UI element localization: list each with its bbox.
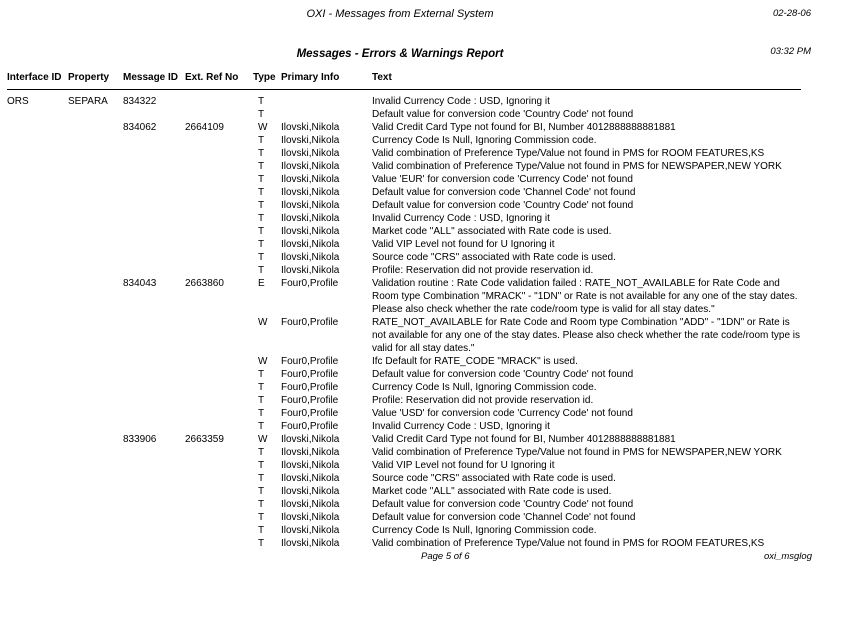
cell-property xyxy=(68,485,123,498)
cell-interface-id xyxy=(7,264,68,277)
cell-text: Invalid Currency Code : USD, Ignoring it xyxy=(372,213,550,224)
table-row xyxy=(7,108,801,121)
table-row xyxy=(7,134,801,147)
cell-message-id xyxy=(123,446,185,459)
cell-interface-id xyxy=(7,381,68,394)
cell-text: Default value for conversion code 'Channel Code' not found xyxy=(372,187,636,198)
cell-type: W xyxy=(258,122,268,133)
cell-type: T xyxy=(258,460,265,471)
cell-text: Currency Code Is Null, Ignoring Commission code. xyxy=(372,525,597,536)
cell-property xyxy=(68,394,123,407)
report-title: OXI - Messages from External System xyxy=(306,8,494,20)
cell-interface-id xyxy=(7,472,68,485)
cell-primary-info: Ilovski,Nikola xyxy=(281,200,340,211)
cell-type: T xyxy=(258,512,265,523)
cell-primary-info: Ilovski,Nikola xyxy=(281,473,340,484)
cell-message-id xyxy=(123,134,185,147)
cell-interface-id xyxy=(7,498,68,511)
cell-interface-id xyxy=(7,407,68,420)
cell-interface-id xyxy=(7,355,68,368)
cell-message-id xyxy=(123,186,185,199)
cell-primary-info: Four0,Profile xyxy=(281,278,339,289)
cell-message-id xyxy=(123,459,185,472)
cell-primary-info: Ilovski,Nikola xyxy=(281,226,340,237)
cell-property xyxy=(68,160,123,173)
cell-type: T xyxy=(258,395,265,406)
cell-property xyxy=(68,368,123,381)
cell-ext-ref-no xyxy=(185,147,253,160)
table-row xyxy=(7,420,801,433)
cell-message-id xyxy=(123,355,185,368)
cell-message-id xyxy=(123,251,185,264)
cell-message-id: 834322 xyxy=(123,96,157,107)
cell-type: T xyxy=(258,473,265,484)
cell-message-id: 834062 xyxy=(123,122,157,133)
cell-message-id xyxy=(123,537,185,550)
cell-message-id xyxy=(123,381,185,394)
column-header-interface-id: Interface ID xyxy=(7,72,68,90)
cell-message-id xyxy=(123,225,185,238)
cell-primary-info: Ilovski,Nikola xyxy=(281,148,340,159)
table-row xyxy=(7,173,801,186)
cell-text: Default value for conversion code 'Country Code' not found xyxy=(372,499,634,510)
column-header-primary-info: Primary Info xyxy=(281,72,372,90)
cell-type: W xyxy=(258,356,268,367)
cell-property xyxy=(68,108,123,121)
cell-property xyxy=(68,251,123,264)
cell-type: T xyxy=(258,369,265,380)
cell-ext-ref-no xyxy=(185,537,253,550)
table-row xyxy=(7,147,801,160)
cell-type: T xyxy=(258,187,265,198)
table-row xyxy=(7,472,801,485)
cell-type: T xyxy=(258,239,265,250)
cell-property xyxy=(68,537,123,550)
table-row xyxy=(7,251,801,264)
cell-type: W xyxy=(258,434,268,445)
cell-property xyxy=(68,134,123,147)
table-row xyxy=(7,199,801,212)
cell-message-id xyxy=(123,212,185,225)
cell-primary-info: Ilovski,Nikola xyxy=(281,174,340,185)
cell-text: Valid VIP Level not found for U Ignoring it xyxy=(372,239,555,250)
cell-text: Validation routine : Rate Code validation failed : RATE_NOT_AVAILABLE for Rate Code and Room type Combination "MRACK" - "1DN" or Rate is not available for any one of the stay dates. Please also check whether the rate code/room type is valid for all stay dates." xyxy=(372,278,798,315)
cell-interface-id xyxy=(7,420,68,433)
cell-primary-info: Ilovski,Nikola xyxy=(281,213,340,224)
cell-type: T xyxy=(258,252,265,263)
table-row xyxy=(7,90,801,109)
footer-page-number: Page 5 of 6 xyxy=(421,551,470,562)
cell-type: T xyxy=(258,213,265,224)
cell-type: T xyxy=(258,265,265,276)
table-row xyxy=(7,264,801,277)
cell-primary-info: Four0,Profile xyxy=(281,356,339,367)
cell-type: T xyxy=(258,135,265,146)
cell-text: Valid combination of Preference Type/Value not found in PMS for NEWSPAPER,NEW YORK xyxy=(372,161,782,172)
cell-message-id xyxy=(123,160,185,173)
cell-ext-ref-no xyxy=(185,420,253,433)
cell-primary-info: Ilovski,Nikola xyxy=(281,161,340,172)
cell-type: T xyxy=(258,226,265,237)
report-date: 02-28-06 xyxy=(772,8,811,19)
cell-type: T xyxy=(258,447,265,458)
cell-message-id xyxy=(123,485,185,498)
cell-message-id xyxy=(123,264,185,277)
table-row xyxy=(7,238,801,251)
cell-property xyxy=(68,225,123,238)
cell-ext-ref-no: 2663860 xyxy=(185,278,224,289)
cell-interface-id xyxy=(7,186,68,199)
table-header-row xyxy=(7,72,801,90)
cell-type: T xyxy=(258,538,265,549)
cell-message-id xyxy=(123,511,185,524)
cell-interface-id xyxy=(7,537,68,550)
cell-interface-id: ORS xyxy=(7,96,29,107)
cell-message-id xyxy=(123,420,185,433)
table-row xyxy=(7,498,801,511)
cell-property xyxy=(68,316,123,355)
cell-interface-id xyxy=(7,394,68,407)
cell-interface-id xyxy=(7,368,68,381)
cell-text: Market code "ALL" associated with Rate code is used. xyxy=(372,226,612,237)
cell-text: Invalid Currency Code : USD, Ignoring it xyxy=(372,421,550,432)
cell-ext-ref-no xyxy=(185,186,253,199)
table-row xyxy=(7,381,801,394)
cell-primary-info: Ilovski,Nikola xyxy=(281,252,340,263)
column-header-message-id: Message ID xyxy=(123,72,185,90)
cell-type: T xyxy=(258,161,265,172)
cell-interface-id xyxy=(7,134,68,147)
cell-message-id xyxy=(123,147,185,160)
cell-ext-ref-no: 2664109 xyxy=(185,122,224,133)
table-row xyxy=(7,212,801,225)
cell-interface-id xyxy=(7,160,68,173)
table-row xyxy=(7,394,801,407)
cell-primary-info: Four0,Profile xyxy=(281,408,339,419)
cell-text: Valid Credit Card Type not found for BI, Number 4012888888881881 xyxy=(372,434,676,445)
cell-message-id: 833906 xyxy=(123,434,157,445)
cell-primary-info: Ilovski,Nikola xyxy=(281,538,340,549)
cell-property xyxy=(68,147,123,160)
cell-interface-id xyxy=(7,511,68,524)
cell-primary-info xyxy=(281,108,372,121)
table-row xyxy=(7,446,801,459)
cell-ext-ref-no xyxy=(185,264,253,277)
cell-text: Valid Credit Card Type not found for BI, Number 4012888888881881 xyxy=(372,122,676,133)
cell-property xyxy=(68,277,123,316)
cell-property xyxy=(68,420,123,433)
cell-ext-ref-no xyxy=(185,199,253,212)
cell-primary-info: Ilovski,Nikola xyxy=(281,525,340,536)
cell-primary-info: Four0,Profile xyxy=(281,395,339,406)
cell-text: Currency Code Is Null, Ignoring Commission code. xyxy=(372,135,597,146)
cell-interface-id xyxy=(7,459,68,472)
cell-ext-ref-no xyxy=(185,459,253,472)
cell-interface-id xyxy=(7,277,68,316)
cell-type: T xyxy=(258,499,265,510)
column-header-ext-ref-no: Ext. Ref No xyxy=(185,72,253,90)
cell-property: SEPARA xyxy=(68,96,108,107)
cell-type: T xyxy=(258,200,265,211)
cell-type: T xyxy=(258,421,265,432)
cell-primary-info xyxy=(281,90,372,109)
table-row xyxy=(7,186,801,199)
cell-ext-ref-no xyxy=(185,394,253,407)
cell-type: T xyxy=(258,408,265,419)
cell-primary-info: Four0,Profile xyxy=(281,317,339,328)
cell-property xyxy=(68,173,123,186)
table-row xyxy=(7,511,801,524)
table-row xyxy=(7,524,801,537)
cell-property xyxy=(68,186,123,199)
table-row xyxy=(7,459,801,472)
cell-text: Valid VIP Level not found for U Ignoring it xyxy=(372,460,555,471)
cell-ext-ref-no: 2663359 xyxy=(185,434,224,445)
cell-ext-ref-no xyxy=(185,90,253,109)
column-header-type: Type xyxy=(253,72,281,90)
cell-interface-id xyxy=(7,225,68,238)
cell-ext-ref-no xyxy=(185,108,253,121)
cell-message-id xyxy=(123,199,185,212)
cell-property xyxy=(68,407,123,420)
table-row xyxy=(7,277,801,316)
cell-ext-ref-no xyxy=(185,498,253,511)
cell-text: Default value for conversion code 'Country Code' not found xyxy=(372,369,634,380)
cell-text: Valid combination of Preference Type/Value not found in PMS for ROOM FEATURES,KS xyxy=(372,148,765,159)
table-body xyxy=(7,90,801,551)
cell-property xyxy=(68,355,123,368)
cell-property xyxy=(68,238,123,251)
cell-property xyxy=(68,472,123,485)
table-row xyxy=(7,368,801,381)
cell-type: T xyxy=(258,174,265,185)
cell-type: T xyxy=(258,525,265,536)
cell-message-id xyxy=(123,108,185,121)
cell-ext-ref-no xyxy=(185,485,253,498)
cell-ext-ref-no xyxy=(185,407,253,420)
cell-interface-id xyxy=(7,251,68,264)
cell-property xyxy=(68,524,123,537)
cell-primary-info: Ilovski,Nikola xyxy=(281,486,340,497)
cell-property xyxy=(68,212,123,225)
cell-ext-ref-no xyxy=(185,381,253,394)
cell-ext-ref-no xyxy=(185,524,253,537)
cell-primary-info: Ilovski,Nikola xyxy=(281,122,340,133)
cell-primary-info: Ilovski,Nikola xyxy=(281,447,340,458)
cell-text: Currency Code Is Null, Ignoring Commission code. xyxy=(372,382,597,393)
cell-ext-ref-no xyxy=(185,355,253,368)
cell-primary-info: Ilovski,Nikola xyxy=(281,135,340,146)
table-row xyxy=(7,316,801,355)
cell-message-id xyxy=(123,238,185,251)
cell-primary-info: Ilovski,Nikola xyxy=(281,265,340,276)
cell-property xyxy=(68,446,123,459)
cell-interface-id xyxy=(7,238,68,251)
messages-table xyxy=(7,72,801,550)
cell-property xyxy=(68,433,123,446)
column-header-text: Text xyxy=(372,72,801,90)
cell-ext-ref-no xyxy=(185,511,253,524)
cell-message-id xyxy=(123,316,185,355)
cell-ext-ref-no xyxy=(185,446,253,459)
cell-text: Value 'USD' for conversion code 'Currency Code' not found xyxy=(372,408,633,419)
cell-text: Ifc Default for RATE_CODE "MRACK" is used. xyxy=(372,356,578,367)
cell-primary-info: Four0,Profile xyxy=(281,421,339,432)
footer-report-id: oxi_msglog xyxy=(763,551,812,562)
cell-message-id: 834043 xyxy=(123,278,157,289)
cell-message-id xyxy=(123,407,185,420)
cell-message-id xyxy=(123,498,185,511)
cell-text: Market code "ALL" associated with Rate code is used. xyxy=(372,486,612,497)
cell-interface-id xyxy=(7,446,68,459)
cell-primary-info: Four0,Profile xyxy=(281,382,339,393)
cell-text: Value 'EUR' for conversion code 'Currency Code' not found xyxy=(372,174,633,185)
cell-primary-info: Ilovski,Nikola xyxy=(281,434,340,445)
cell-message-id xyxy=(123,394,185,407)
cell-ext-ref-no xyxy=(185,160,253,173)
cell-text: Profile: Reservation did not provide reservation id. xyxy=(372,265,594,276)
cell-property xyxy=(68,381,123,394)
cell-property xyxy=(68,121,123,134)
cell-text: Valid combination of Preference Type/Value not found in PMS for NEWSPAPER,NEW YORK xyxy=(372,447,782,458)
cell-text: Source code "CRS" associated with Rate code is used. xyxy=(372,252,616,263)
table-row xyxy=(7,355,801,368)
cell-interface-id xyxy=(7,199,68,212)
table-row xyxy=(7,407,801,420)
cell-type: T xyxy=(258,148,265,159)
table-row xyxy=(7,485,801,498)
cell-ext-ref-no xyxy=(185,472,253,485)
cell-type: T xyxy=(258,109,265,120)
cell-ext-ref-no xyxy=(185,251,253,264)
cell-ext-ref-no xyxy=(185,225,253,238)
cell-primary-info: Ilovski,Nikola xyxy=(281,460,340,471)
cell-type: W xyxy=(258,317,268,328)
cell-text: Default value for conversion code 'Channel Code' not found xyxy=(372,512,636,523)
cell-interface-id xyxy=(7,485,68,498)
cell-interface-id xyxy=(7,316,68,355)
cell-interface-id xyxy=(7,433,68,446)
cell-primary-info: Ilovski,Nikola xyxy=(281,239,340,250)
cell-interface-id xyxy=(7,121,68,134)
table-row xyxy=(7,160,801,173)
cell-interface-id xyxy=(7,212,68,225)
column-header-property: Property xyxy=(68,72,123,90)
cell-interface-id xyxy=(7,173,68,186)
cell-type: E xyxy=(258,278,265,289)
table-row xyxy=(7,537,801,550)
cell-ext-ref-no xyxy=(185,316,253,355)
table-row xyxy=(7,225,801,238)
cell-message-id xyxy=(123,524,185,537)
cell-primary-info: Four0,Profile xyxy=(281,369,339,380)
cell-ext-ref-no xyxy=(185,134,253,147)
cell-text: Default value for conversion code 'Country Code' not found xyxy=(372,200,634,211)
report-time: 03:32 PM xyxy=(770,46,811,57)
cell-text: Profile: Reservation did not provide reservation id. xyxy=(372,395,594,406)
cell-interface-id xyxy=(7,147,68,160)
cell-ext-ref-no xyxy=(185,368,253,381)
cell-message-id xyxy=(123,368,185,381)
cell-property xyxy=(68,459,123,472)
cell-primary-info: Ilovski,Nikola xyxy=(281,499,340,510)
cell-type: T xyxy=(258,382,265,393)
cell-text: Default value for conversion code 'Country Code' not found xyxy=(372,109,634,120)
table-row xyxy=(7,121,801,134)
cell-ext-ref-no xyxy=(185,173,253,186)
cell-message-id xyxy=(123,472,185,485)
cell-ext-ref-no xyxy=(185,238,253,251)
cell-text: RATE_NOT_AVAILABLE for Rate Code and Room type Combination "ADD" - "1DN" or Rate is not available for any one of the stay dates. Please also check whether the rate code/room type is valid for all stay dates." xyxy=(372,317,801,354)
cell-property xyxy=(68,498,123,511)
cell-primary-info: Ilovski,Nikola xyxy=(281,512,340,523)
cell-interface-id xyxy=(7,524,68,537)
cell-text: Invalid Currency Code : USD, Ignoring it xyxy=(372,96,550,107)
cell-type: T xyxy=(258,486,265,497)
cell-property xyxy=(68,511,123,524)
report-subtitle: Messages - Errors & Warnings Report xyxy=(296,48,504,60)
cell-text: Source code "CRS" associated with Rate code is used. xyxy=(372,473,616,484)
cell-type: T xyxy=(258,96,265,107)
cell-primary-info: Ilovski,Nikola xyxy=(281,187,340,198)
cell-ext-ref-no xyxy=(185,212,253,225)
cell-property xyxy=(68,264,123,277)
table-row xyxy=(7,433,801,446)
cell-text: Valid combination of Preference Type/Value not found in PMS for ROOM FEATURES,KS xyxy=(372,538,765,549)
cell-property xyxy=(68,199,123,212)
cell-interface-id xyxy=(7,108,68,121)
cell-message-id xyxy=(123,173,185,186)
